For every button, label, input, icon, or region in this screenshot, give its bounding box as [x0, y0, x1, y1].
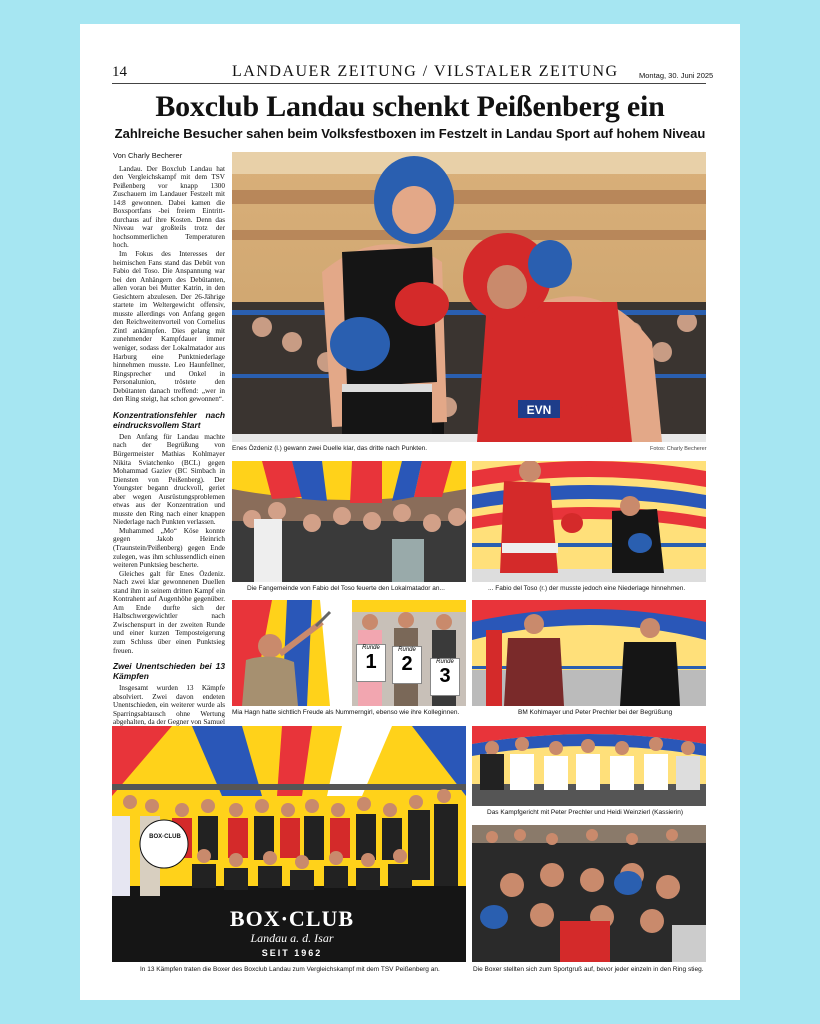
round-card-3: [430, 658, 460, 696]
paragraph: Insgesamt wurden 13 Kämpfe absolviert. Zwei davon endeten Unentschieden, ein weiterer wurde als Sparringsabtausch ohne Wertung abgehalten, da der Gegner von Samuel: [113, 684, 225, 727]
paragraph: Den Anfang für Landau machte nach der Begrüßung von Bürgermeister Mathias Kohlmayer Nikita Sviatchenko (BCL) gegen Mohammad Gaziev (BC Simbach in Diensten von Peißenberg). Der Youngster begann druckvoll, geriet aber wegen Ausrüstungsproblemen etwas aus der Konzentration und musste den Ring nach einer knappen Niederlage nach Punkten verlassen.: [113, 432, 225, 527]
round-card-1: [356, 644, 386, 682]
photo-round-cards: [352, 600, 466, 706]
caption-greeting: BM Kohlmayer und Peter Prechler bei der Begrüßung: [518, 709, 673, 716]
photo-huddle: [472, 825, 706, 962]
paragraph: Landau. Der Boxclub Landau hat den Vergleichskampf mit dem TSV Peißenberg vor knapp 1300 Zuschauern im Landauer Festzelt mit 14:8 gewonnen. Dabei kamen die Boxsportfans -bei freiem Eintritt- durchaus auf ihre Kosten. Denn das Niveau war großteils trotz der hochsommerlichen Temperaturen hoch.: [113, 164, 225, 250]
round-card-label: Runde: [436, 659, 454, 665]
round-card-number: 3: [439, 665, 451, 687]
article-text-column: [113, 152, 225, 761]
subheadline: Zahlreiche Besucher sahen beim Volksfestboxen im Festzelt in Landau Sport auf hohem Niveau: [114, 126, 706, 141]
evn-sponsor-logo: EVN: [526, 403, 552, 417]
paragraph: Im Fokus des Interesses der heimischen Fans stand das Debüt von Fabio del Toso. Die Anspannung war bei den Anhängern des Debütanten, allen voran bei Mutter Katrin, in den Gesichtern abzulesen. Der 26-Jährige startete im Weltergewicht offensiv, musste allerdings von Anfang gegen den Reichweitenvorteil von Cornelius Zintl ankämpfen. Dies gelang mit zunehmender Kampfdauer immer weniger, sodass der Lokalmatador aus Harburg eine Punktniederlage hinnehmen musste. Leo Haunfellner, Ringsprecher und Onkel in Personalunion, tröstete den Debütanten danach treffend: „wer in den Ring steigt, hat schon gewonnen“.: [113, 250, 225, 404]
photo-team: [112, 726, 466, 962]
caption-team: In 13 Kämpfen traten die Boxer des Boxclub Landau zum Vergleichskampf mit dem TSV Peißenberg an.: [140, 966, 440, 973]
huddle-illustration: [472, 825, 706, 962]
subhead-unentschieden: Zwei Unentschieden bei 13 Kämpfen: [113, 661, 225, 682]
byline: Von Charly Becherer: [113, 151, 183, 160]
header-rule: [112, 83, 706, 84]
round-card-2: [392, 646, 422, 684]
caption-main: Enes Özdeniz (l.) gewann zwei Duelle klar, das dritte nach Punkten.: [232, 445, 428, 452]
photo-mia-hagn: [232, 600, 345, 706]
boxclub-badge-text: BOX·CLUB: [149, 834, 181, 840]
round-card-label: Runde: [398, 647, 416, 653]
page-number: 14: [112, 64, 127, 80]
boxclub-logo-since: SEIT 1962: [261, 948, 323, 958]
photo-main-bout: [232, 152, 706, 442]
fans-illustration: [232, 461, 466, 582]
del-toso-illustration: [472, 461, 706, 582]
caption-ring-girls: Mia Hagn hatte sichtlich Freude als Nummerngirl, ebenso wie ihre Kolleginnen.: [232, 709, 460, 716]
boxclub-logo: BOX·CLUB: [229, 906, 355, 931]
publication-name: LANDAUER ZEITUNG / VILSTALER ZEITUNG: [232, 63, 619, 80]
round-card-number: 2: [401, 653, 413, 675]
paragraph: Muhammed „Mo“ Köse konnte gegen Jakob Heinrich (Traunstein/Peißenberg) gegen Ende zulegen, was ihm schlussendlich einen weiteren Punktsieg bescherte.: [113, 526, 225, 570]
subhead-konzentration: Konzentrationsfehler nach eindrucksvollem Start: [113, 409, 225, 430]
paragraph: Gleiches galt für Enes Özdeniz. Nach zwei klar gewonnenen Duellen stand ihm in seinem dritten Kampf ein Kontrahent auf Augenhöhe gegenüber. Am Ende durfte sich der Halbschwergewichtler nach Zwischenspurt in der zweiten Runde und einer kurzen Temposteigerung zum Schluss über einen Punktsieg freuen.: [113, 569, 225, 655]
boxclub-logo-location: Landau a. d. Isar: [250, 931, 334, 945]
caption-fans: Die Fangemeinde von Fabio del Toso feuerte den Lokalmatador an...: [247, 585, 445, 592]
photo-judges: [472, 726, 706, 806]
ring-girl-illustration: [232, 600, 345, 706]
photo-credit: Fotos: Charly Becherer: [650, 446, 707, 452]
round-card-label: Runde: [362, 645, 380, 651]
round-card-number: 1: [365, 651, 377, 673]
headline: Boxclub Landau schenkt Peißenberg ein: [155, 90, 665, 123]
caption-judges: Das Kampfgericht mit Peter Prechler und Heidi Weinzierl (Kassierin): [487, 809, 684, 816]
caption-huddle: Die Boxer stellten sich zum Sportgruß auf, bevor jeder einzeln in den Ring stieg.: [473, 966, 704, 973]
photo-fans: [232, 461, 466, 582]
greeting-illustration: [472, 600, 706, 706]
boxing-bout-illustration: [232, 152, 706, 442]
photo-del-toso: [472, 461, 706, 582]
photo-greeting: [472, 600, 706, 706]
caption-del-toso: ... Fabio del Toso (r.) der musste jedoch eine Niederlage hinnehmen.: [488, 585, 686, 592]
judges-illustration: [472, 726, 706, 806]
issue-date: Montag, 30. Juni 2025: [639, 71, 714, 80]
